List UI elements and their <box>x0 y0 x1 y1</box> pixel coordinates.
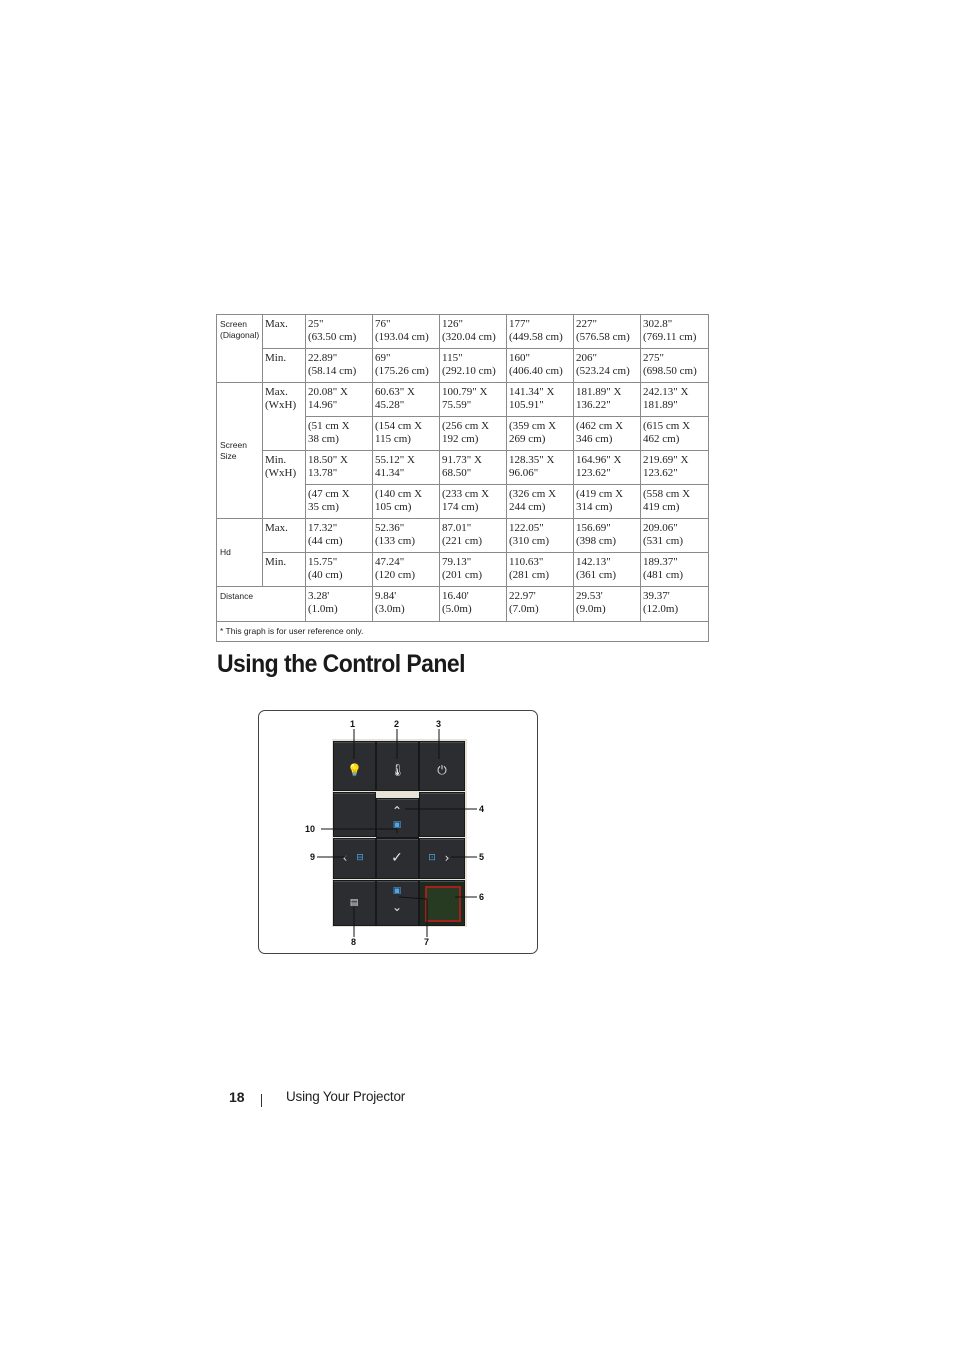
cell-line: 13.78" <box>308 466 338 479</box>
sub-label <box>263 349 306 383</box>
cell-line: 269 cm) <box>509 432 546 445</box>
cell-line: Screen <box>220 319 247 329</box>
cell-line: 35 cm) <box>308 500 339 513</box>
cell-line: 192 cm) <box>442 432 479 445</box>
cell-line: (1.0m) <box>308 602 338 615</box>
cell-line: 25" <box>308 318 324 330</box>
cell-line: Hd <box>220 547 231 557</box>
cell-line: (7.0m) <box>509 602 539 615</box>
cell-line: Max. <box>265 522 288 534</box>
cell-line: (5.0m) <box>442 602 472 615</box>
cell-line: Max. <box>265 386 288 398</box>
cell-line: 96.06" <box>509 466 539 479</box>
group-label <box>217 315 263 383</box>
table-note: * This graph is for user reference only. <box>217 622 709 642</box>
table-cell <box>306 485 373 519</box>
checkmark-icon: ✓ <box>391 850 403 866</box>
cell-line: (481 cm) <box>643 568 684 581</box>
cell-line: (398 cm) <box>576 534 617 547</box>
lamp-warning-icon: 💡 <box>347 763 362 777</box>
cell-line: Min. <box>265 556 287 568</box>
menu-icon: ▤ <box>349 898 359 908</box>
cell-line: 174 cm) <box>442 500 479 513</box>
cell-line: (281 cm) <box>509 568 550 581</box>
table-cell <box>574 519 641 553</box>
cell-line: (WxH) <box>265 466 297 479</box>
table-cell <box>306 451 373 485</box>
cell-line: 16.40' <box>442 590 469 602</box>
cell-line: (320.04 cm) <box>442 330 496 343</box>
cell-line: (154 cm X <box>375 420 423 432</box>
table-cell <box>373 519 440 553</box>
cell-line: 105.91" <box>509 398 544 411</box>
cell-line: (44 cm) <box>308 534 343 547</box>
cell-line: 177" <box>509 318 530 330</box>
cell-line: 128.35" X <box>509 454 555 466</box>
cell-line: (449.58 cm) <box>509 330 563 343</box>
table-cell <box>507 451 574 485</box>
table-row <box>217 383 709 417</box>
cell-line: 55.12" X <box>375 454 415 466</box>
cell-line: (Diagonal) <box>220 330 260 340</box>
table-cell <box>440 485 507 519</box>
table-cell <box>641 417 709 451</box>
table-cell <box>440 519 507 553</box>
table-cell <box>306 519 373 553</box>
cell-line: (292.10 cm) <box>442 364 496 377</box>
cell-line: (406.40 cm) <box>509 364 563 377</box>
table-note-row <box>217 622 709 642</box>
table-cell <box>440 315 507 349</box>
cell-line: (558 cm X <box>643 488 691 500</box>
cell-line: 123.62" <box>643 466 678 479</box>
cell-line: 164.96" X <box>576 454 622 466</box>
table-cell <box>306 587 373 622</box>
table-cell <box>440 417 507 451</box>
table-row <box>217 553 709 587</box>
table-cell <box>440 383 507 417</box>
resync-icon: ⊡ <box>428 853 436 863</box>
cell-line: 100.79" X <box>442 386 488 398</box>
sub-label <box>263 451 306 519</box>
table-cell <box>507 315 574 349</box>
cell-line: 41.34" <box>375 466 405 479</box>
cell-line: 302.8" <box>643 318 673 330</box>
cell-line: 314 cm) <box>576 500 613 513</box>
chevron-up-icon: ⌃ <box>391 804 403 818</box>
cell-line: 87.01" <box>442 522 472 534</box>
table-cell <box>507 417 574 451</box>
cell-line: 15.75" <box>308 556 338 568</box>
cell-line: (523.24 cm) <box>576 364 630 377</box>
table-cell <box>507 383 574 417</box>
cell-line: 39.37' <box>643 590 670 602</box>
cell-line: 22.97' <box>509 590 536 602</box>
cell-line: (63.50 cm) <box>308 330 357 343</box>
table-cell <box>574 349 641 383</box>
cell-line: 209.06" <box>643 522 678 534</box>
table-cell <box>574 485 641 519</box>
cell-line: (193.04 cm) <box>375 330 429 343</box>
keystone-up-icon: ▣ <box>392 820 402 830</box>
cell-line: 242.13" X <box>643 386 689 398</box>
table-cell <box>440 349 507 383</box>
cell-line: 52.36" <box>375 522 405 534</box>
table-cell <box>641 553 709 587</box>
table-cell <box>574 315 641 349</box>
cell-line: 160" <box>509 352 530 364</box>
cell-line: 9.84' <box>375 590 397 602</box>
section-heading: Using the Control Panel <box>217 650 465 678</box>
cell-line: 76" <box>375 318 391 330</box>
callout-8: 8 <box>351 937 357 947</box>
cell-line: (40 cm) <box>308 568 343 581</box>
cell-line: (221 cm) <box>442 534 483 547</box>
cell-line: (47 cm X <box>308 488 350 500</box>
cell-line: Min. <box>265 454 287 466</box>
callout-2: 2 <box>394 719 400 729</box>
cell-line: (12.0m) <box>643 602 679 615</box>
callout-7: 7 <box>424 937 430 947</box>
cell-line: 22.89" <box>308 352 338 364</box>
table-cell <box>507 587 574 622</box>
cell-line: (615 cm X <box>643 420 691 432</box>
table-cell <box>641 451 709 485</box>
cell-line: 346 cm) <box>576 432 613 445</box>
projection-spec-table <box>216 314 709 642</box>
cell-line: Max. <box>265 318 288 330</box>
cell-line: 181.89" <box>643 398 678 411</box>
callout-4: 4 <box>479 804 485 814</box>
callout-5: 5 <box>479 852 485 862</box>
table-row <box>217 451 709 485</box>
cell-line: 20.08" X <box>308 386 348 398</box>
table-cell <box>641 315 709 349</box>
callout-9: 9 <box>310 852 316 862</box>
cell-line: 136.22" <box>576 398 611 411</box>
cell-line: 3.28' <box>308 590 330 602</box>
cell-line: 156.69" <box>576 522 611 534</box>
cell-line: (233 cm X <box>442 488 490 500</box>
cell-line: (326 cm X <box>509 488 557 500</box>
cell-line: Min. <box>265 352 287 364</box>
table-cell <box>373 315 440 349</box>
table-row <box>217 349 709 383</box>
table-cell <box>373 349 440 383</box>
table-cell <box>373 553 440 587</box>
callout-10: 10 <box>305 824 316 834</box>
cell-line: 47.24" <box>375 556 405 568</box>
keystone-down-icon: ▣ <box>392 886 402 896</box>
table-cell <box>373 383 440 417</box>
cell-line: (9.0m) <box>576 602 606 615</box>
chevron-right-icon: › <box>444 851 450 865</box>
table-cell <box>641 519 709 553</box>
cell-line: (576.58 cm) <box>576 330 630 343</box>
cell-line: (175.26 cm) <box>375 364 429 377</box>
sub-label <box>263 553 306 587</box>
table-cell <box>574 383 641 417</box>
distance-label: Distance <box>217 587 306 622</box>
table-cell <box>373 417 440 451</box>
chevron-down-icon: ⌄ <box>391 900 403 914</box>
table-cell <box>440 587 507 622</box>
cell-line: (310 cm) <box>509 534 550 547</box>
cell-line: (133 cm) <box>375 534 416 547</box>
table-row-distance <box>217 587 709 622</box>
callout-3: 3 <box>436 719 442 729</box>
table-cell <box>641 485 709 519</box>
chevron-left-icon: ‹ <box>342 851 348 865</box>
table-cell <box>507 349 574 383</box>
table-cell <box>440 451 507 485</box>
cell-line: (359 cm X <box>509 420 557 432</box>
sub-label <box>263 315 306 349</box>
table-cell <box>373 485 440 519</box>
cell-line: 123.62" <box>576 466 611 479</box>
callout-1: 1 <box>350 719 356 729</box>
cell-line: Screen <box>220 439 247 450</box>
cell-line: 275" <box>643 352 664 364</box>
running-title: Using Your Projector <box>286 1089 406 1104</box>
table-cell <box>641 587 709 622</box>
table-cell <box>306 383 373 417</box>
table-cell <box>306 349 373 383</box>
table-cell <box>373 587 440 622</box>
source-icon: ⊟ <box>356 853 364 863</box>
control-panel-figure <box>258 710 538 954</box>
cell-line: 126" <box>442 318 463 330</box>
table-cell <box>574 553 641 587</box>
cell-line: 219.69" X <box>643 454 689 466</box>
cell-line: 75.59" <box>442 398 472 411</box>
callout-leader-lines <box>259 711 537 953</box>
cell-line: (698.50 cm) <box>643 364 697 377</box>
cell-line: 14.96" <box>308 398 338 411</box>
cell-line: 141.34" X <box>509 386 555 398</box>
table-cell <box>507 553 574 587</box>
table-cell <box>306 315 373 349</box>
cell-line: 18.50" X <box>308 454 348 466</box>
cell-line: (3.0m) <box>375 602 405 615</box>
table-cell <box>641 383 709 417</box>
cell-line: 68.50" <box>442 466 472 479</box>
cell-line: 45.28" <box>375 398 405 411</box>
cell-line: (256 cm X <box>442 420 490 432</box>
cell-line: Size <box>220 450 237 461</box>
cell-line: (140 cm X <box>375 488 423 500</box>
table-cell <box>507 485 574 519</box>
table-cell <box>574 451 641 485</box>
cell-line: (361 cm) <box>576 568 617 581</box>
cell-line: (201 cm) <box>442 568 483 581</box>
table-cell <box>373 451 440 485</box>
cell-line: 110.63" <box>509 556 544 568</box>
table-cell <box>574 417 641 451</box>
cell-line: 122.05" <box>509 522 544 534</box>
cell-line: 142.13" <box>576 556 611 568</box>
cell-line: 419 cm) <box>643 500 680 513</box>
cell-line: (531 cm) <box>643 534 684 547</box>
cell-line: 189.37" <box>643 556 678 568</box>
page-number: 18 <box>229 1089 245 1105</box>
cell-line: 244 cm) <box>509 500 546 513</box>
sub-label <box>263 383 306 451</box>
power-icon: ⏻ <box>437 763 447 777</box>
table-cell <box>440 553 507 587</box>
cell-line: 38 cm) <box>308 432 339 445</box>
cell-line: (58.14 cm) <box>308 364 357 377</box>
cell-line: (462 cm X <box>576 420 624 432</box>
group-label <box>217 383 263 519</box>
sub-label <box>263 519 306 553</box>
table-cell <box>641 349 709 383</box>
table-row <box>217 519 709 553</box>
cell-line: 227" <box>576 318 597 330</box>
cell-line: 115 cm) <box>375 432 411 445</box>
cell-line: 91.73" X <box>442 454 482 466</box>
table-row <box>217 315 709 349</box>
cell-line: (WxH) <box>265 398 297 411</box>
cell-line: 69" <box>375 352 391 364</box>
cell-line: 79.13" <box>442 556 472 568</box>
group-label <box>217 519 263 587</box>
cell-line: (769.11 cm) <box>643 330 697 343</box>
cell-line: 462 cm) <box>643 432 680 445</box>
cell-line: 206" <box>576 352 597 364</box>
cell-line: 115" <box>442 352 463 364</box>
table-cell <box>306 417 373 451</box>
callout-6: 6 <box>479 892 485 902</box>
table-cell <box>306 553 373 587</box>
cell-line: 29.53' <box>576 590 603 602</box>
table-cell <box>574 587 641 622</box>
cell-line: 17.32" <box>308 522 338 534</box>
table-cell <box>507 519 574 553</box>
cell-line: (120 cm) <box>375 568 416 581</box>
cell-line: 60.63" X <box>375 386 415 398</box>
cell-line: (51 cm X <box>308 420 350 432</box>
cell-line: 181.89" X <box>576 386 622 398</box>
cell-line: 105 cm) <box>375 500 412 513</box>
temperature-warning-icon: 🌡 <box>390 763 406 777</box>
footer-divider <box>261 1094 262 1107</box>
cell-line: (419 cm X <box>576 488 624 500</box>
